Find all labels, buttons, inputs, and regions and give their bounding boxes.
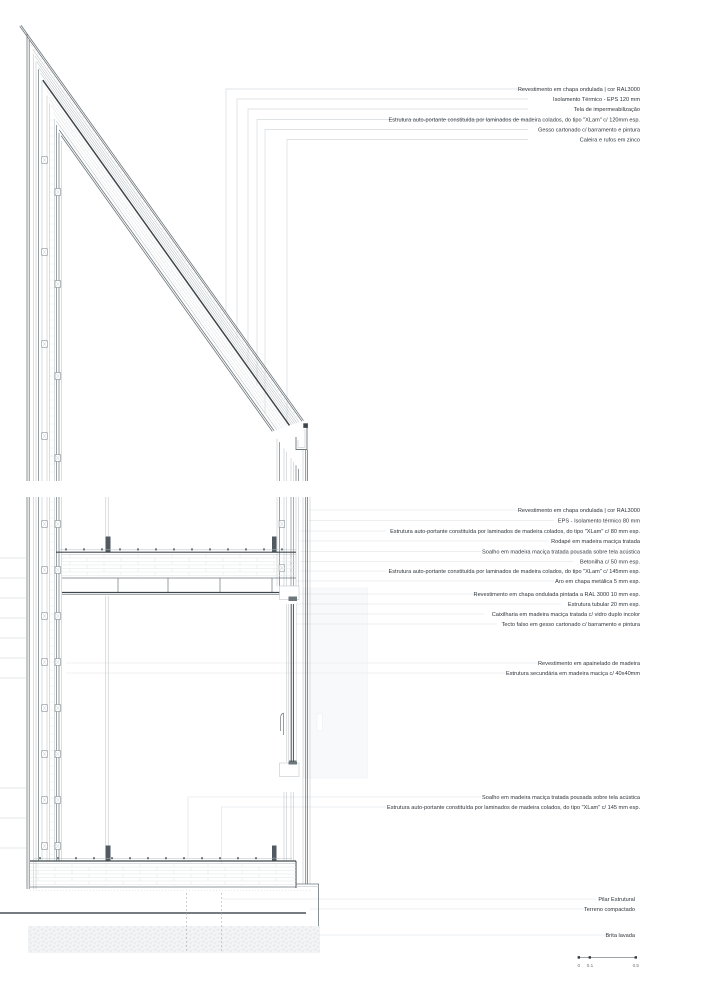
scale-bar (578, 956, 640, 968)
label-roof-5: Gesso cartonado c/ barramento e pintura (538, 127, 640, 134)
label-wall-1: Revestimento em apainelado de madeira (538, 661, 640, 667)
gravel-bed (28, 926, 320, 953)
scale-tick-05 (635, 956, 637, 958)
label-floor-12: Tecto falso em gesso cartonado c/ barramento e pintura (501, 622, 640, 628)
label-ground-1: Soalho em madeira maciça tratada pousada sobre tela acústica (482, 795, 640, 801)
ground-floor-slab (30, 857, 310, 890)
scale-tick-01 (589, 956, 591, 958)
scale-label-01: 0.1 (586, 963, 594, 968)
scale-label-05: 0.5 (632, 963, 639, 968)
label-floor-9: Revestimento em chapa ondulada pintada a RAL 3000 10 mm esp. (473, 592, 640, 598)
label-floor-8: Aro em chapa metálica 5 mm esp. (555, 579, 640, 585)
right-wall-upper (277, 439, 308, 481)
label-roof-2: Isolamento Térmico - EPS 120 mm (553, 97, 640, 103)
terrain (0, 884, 320, 953)
left-wall-lower (27, 497, 277, 889)
label-roof-1: Revestimento em chapa ondulada | cor RAL3000 (517, 87, 640, 93)
label-roof-3: Tela de impermeabilização (573, 107, 640, 113)
label-roof-6: Caleira e rufos em zinco (579, 137, 640, 144)
label-floor-4: Rodapé em madeira maciça tratada (551, 539, 640, 545)
label-floor-1: Revestimento em chapa ondulada | cor RAL3000 (517, 508, 640, 514)
left-wall-upper (27, 34, 62, 481)
label-foundation-2: Terreno compactado (584, 907, 635, 913)
window-section (280, 586, 300, 777)
upper-floor-slab (56, 548, 296, 594)
roof-assembly (0, 25, 304, 439)
label-floor-10: Estrutura tubular 20 mm esp. (567, 602, 640, 608)
label-foundation-1: Pilar Estrutural (598, 897, 635, 903)
label-floor-11: Caixilharia em madeira maciça tratada c/ vidro duplo incolor (491, 612, 640, 618)
label-floor-2: EPS - Isolamento térmico 80 mm (557, 518, 640, 525)
label-roof-4: Estrutura auto-portante constituída por laminados de madeira colados, do tipo "XLam" c/ 120mm esp. (388, 117, 640, 124)
label-floor-6: Betonilha c/ 50 mm esp. (579, 559, 640, 566)
scale-tick-0 (578, 956, 580, 958)
window-handle (281, 713, 284, 735)
left-edge-ticks (0, 558, 26, 848)
label-floor-5: Soalho em madeira maciça tratada pousada sobre tela acústica (482, 549, 640, 556)
scale-label-0: 0 (577, 963, 581, 968)
label-foundation-3: Brita lavada (605, 933, 635, 939)
eaves-gutter (296, 423, 308, 449)
label-ground-2: Estrutura auto-portante constituída por laminados de madeira colados, do tipo "XLam" c/ 145 mm esp. (386, 805, 640, 811)
window-reveal-shadow (304, 588, 368, 778)
annotation-labels (387, 87, 641, 939)
label-wall-2: Estrutura secundária em madeira maciça c/ 40x40mm (506, 671, 640, 677)
label-floor-3: Estrutura auto-portante constituída por laminados de madeira colados, do tipo "XLam" c/ 80 mm esp. (390, 529, 640, 535)
label-floor-7: Estrutura auto-portante constituída por laminados de madeira colados, do tipo "XLam" c/ 145mm esp. (388, 569, 640, 575)
